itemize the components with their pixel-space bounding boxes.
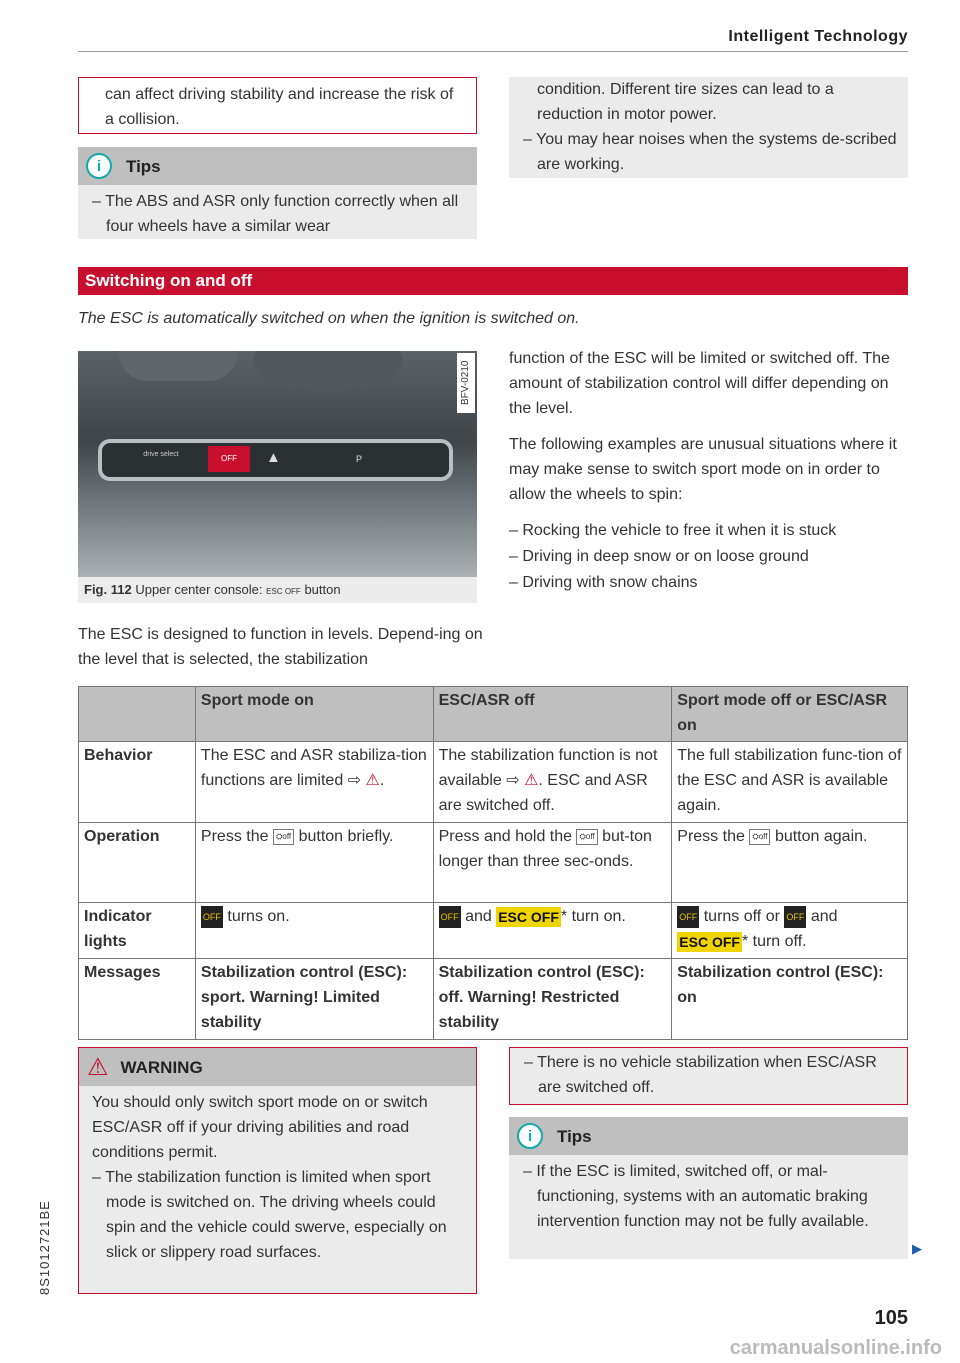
continue-arrow-icon: ▶ bbox=[912, 1241, 922, 1256]
cell bbox=[433, 903, 672, 959]
header-cell: ESC/ASR off bbox=[433, 687, 672, 742]
section-title: Switching on and off bbox=[78, 267, 908, 295]
tips-item: – The ABS and ASR only function correctly when all four wheels have a similar wear bbox=[92, 193, 459, 235]
cell bbox=[195, 742, 433, 823]
cell-text: Press the bbox=[200, 828, 269, 845]
cell-text: . bbox=[379, 772, 385, 789]
console-photo bbox=[78, 351, 477, 577]
body-text-left: The ESC is designed to function in levels. Depend-ing on the level that is selected, the stabilization bbox=[78, 626, 483, 668]
warning-triangle-icon: ⚠ bbox=[87, 1053, 109, 1081]
esc-levels-table bbox=[78, 686, 908, 1040]
figure-112 bbox=[78, 351, 477, 603]
esc-off-button-icon: ⛭off bbox=[749, 829, 770, 845]
warning-box bbox=[78, 1047, 477, 1294]
watermark: carmanualsonline.info bbox=[729, 1337, 942, 1359]
info-icon: i bbox=[517, 1123, 543, 1149]
cell bbox=[195, 823, 433, 903]
warning-continuation bbox=[78, 77, 477, 134]
section-intro: The ESC is automatically switched on when the ignition is switched on. bbox=[78, 310, 580, 327]
warning-item-text: There is no vehicle stabilization when ESC/ASR are switched off. bbox=[537, 1054, 877, 1096]
caption-number: Fig. 112 bbox=[84, 582, 132, 597]
list-item-text: Driving in deep snow or on loose ground bbox=[522, 548, 809, 565]
tips-item: – If the ESC is limited, switched off, or mal-functioning, systems with an automatic braking intervention function may not be fully available. bbox=[523, 1163, 869, 1230]
cell-text: button again. bbox=[774, 828, 868, 845]
row-label: Operation bbox=[84, 828, 160, 845]
body-text-right bbox=[509, 346, 909, 595]
cell-text: Press the bbox=[677, 828, 745, 845]
esc-off-icon: ESC OFF bbox=[266, 587, 301, 596]
message-text: Stabilization control (ESC): sport. Warning! Limited stability bbox=[200, 964, 408, 1031]
tips-continuation bbox=[509, 77, 908, 178]
esc-indicator-icon: OFF bbox=[201, 906, 223, 928]
table-row bbox=[79, 742, 908, 823]
paragraph: function of the ESC will be limited or switched off. The amount of stabilization control will differ depending on the level. bbox=[509, 350, 890, 417]
tips-item-text: You may hear noises when the systems de-scribed are working. bbox=[536, 131, 897, 173]
warning-text: can affect driving stability and increase the risk of a collision. bbox=[105, 86, 454, 128]
tips-item-text: The ABS and ASR only function correctly when all four wheels have a similar wear bbox=[105, 193, 459, 235]
vent-left bbox=[118, 351, 238, 381]
tips-box bbox=[509, 1117, 908, 1259]
park-assist-button: P bbox=[356, 454, 363, 464]
tips-title: Tips bbox=[126, 156, 161, 176]
cell-text: Press and hold the bbox=[438, 828, 573, 845]
cell-text: . ESC and ASR are switched off. bbox=[438, 772, 648, 814]
header-cell: Sport mode off or ESC/ASR on bbox=[672, 687, 908, 742]
cell-text: The ESC and ASR stabiliza-tion functions are limited ⇨ bbox=[200, 747, 427, 789]
caption-end: button bbox=[304, 582, 341, 597]
figure-caption bbox=[78, 577, 477, 605]
list-item: – Driving in deep snow or on loose ground bbox=[509, 548, 809, 565]
cell bbox=[672, 903, 908, 959]
cell-text: turns on. bbox=[227, 908, 290, 925]
tips-item: – You may hear noises when the systems de-scribed are working. bbox=[523, 131, 897, 173]
hazard-icon: ▲ bbox=[266, 449, 281, 466]
cell-text: and bbox=[465, 908, 492, 925]
header-cell: Sport mode on bbox=[195, 687, 433, 742]
header-cell bbox=[79, 687, 196, 742]
cell-text: * turn off. bbox=[741, 933, 807, 950]
cell-text: button briefly. bbox=[298, 828, 394, 845]
table-row bbox=[79, 823, 908, 903]
row-label: Messages bbox=[84, 964, 161, 981]
cell bbox=[672, 823, 908, 903]
table-header-row bbox=[79, 687, 908, 742]
warning-continuation-right: – There is no vehicle stabilization when ESC/ASR are switched off. bbox=[509, 1047, 908, 1105]
message-text: Stabilization control (ESC): on bbox=[677, 964, 884, 1006]
side-code: 8S1012721BE bbox=[37, 1200, 52, 1295]
warning-icon: ⚠ bbox=[524, 772, 539, 789]
drive-select-button: drive select bbox=[143, 451, 179, 458]
cell-text: but-ton longer than three sec-onds. bbox=[438, 828, 652, 870]
warning-paragraph: You should only switch sport mode on or switch ESC/ASR off if your driving abilities and road conditions permit. bbox=[92, 1094, 428, 1161]
list bbox=[509, 518, 909, 595]
esc-indicator-icon: OFF bbox=[784, 906, 806, 928]
figure-code: BFV-0210 bbox=[457, 353, 475, 413]
tips-item-text: If the ESC is limited, switched off, or mal-functioning, systems with an automatic braking intervention function may not be fully available. bbox=[536, 1163, 869, 1230]
cell-text: The stabilization function is not available ⇨ bbox=[438, 747, 658, 789]
cell-text: * turn on. bbox=[560, 908, 626, 925]
warning-item: – The stabilization function is limited when sport mode is switched on. The driving wheels could spin and the vehicle could swerve, especially on slick or slippery road surfaces. bbox=[92, 1169, 447, 1261]
paragraph: The following examples are unusual situations where it may make sense to switch sport mode on in order to allow the wheels to spin: bbox=[509, 436, 897, 503]
table-row bbox=[79, 959, 908, 1040]
warning-title: WARNING bbox=[120, 1057, 203, 1077]
row-label: Behavior bbox=[84, 747, 153, 764]
row-label: Indicator lights bbox=[84, 908, 152, 950]
caption-text: Upper center console: bbox=[135, 582, 263, 597]
warning-item-text: The stabilization function is limited when sport mode is switched on. The driving wheels could spin and the vehicle could swerve, especially on slick or slippery road surfaces. bbox=[105, 1169, 447, 1261]
esc-off-button-icon: ⛭off bbox=[576, 829, 597, 845]
steering-column bbox=[253, 351, 403, 391]
cell bbox=[433, 823, 672, 903]
esc-off-indicator: ESC OFF bbox=[498, 908, 559, 925]
cell bbox=[433, 742, 672, 823]
cell-text: and bbox=[810, 908, 838, 925]
esc-off-button-icon: ⛭off bbox=[273, 829, 294, 845]
running-header: Intelligent Technology bbox=[78, 24, 908, 52]
esc-indicator-icon: OFF bbox=[677, 906, 699, 928]
message-text: Stabilization control (ESC): off. Warning! Restricted stability bbox=[438, 964, 645, 1031]
warning-icon: ⚠ bbox=[365, 772, 380, 789]
warning-body bbox=[79, 1086, 476, 1265]
cell-text: turns off or bbox=[703, 908, 780, 925]
list-item-text: Rocking the vehicle to free it when it is stuck bbox=[522, 522, 837, 539]
info-icon: i bbox=[86, 153, 112, 179]
list-item: – Driving with snow chains bbox=[509, 574, 698, 591]
cell bbox=[195, 903, 433, 959]
page-number: 105 bbox=[874, 1307, 908, 1329]
esc-indicator-icon: OFF bbox=[439, 906, 461, 928]
esc-off-indicator: ESC OFF bbox=[679, 933, 740, 950]
cell: The full stabilization func-tion of the ESC and ASR is available again. bbox=[672, 742, 908, 823]
tips-box bbox=[78, 147, 477, 239]
list-item-text: Driving with snow chains bbox=[522, 574, 698, 591]
tips-title: Tips bbox=[557, 1126, 592, 1146]
tips-text: condition. Different tire sizes can lead to a reduction in motor power. bbox=[537, 81, 834, 123]
list-item: – Rocking the vehicle to free it when it is stuck bbox=[509, 522, 837, 539]
esc-off-button: OFF bbox=[208, 446, 250, 472]
table-row bbox=[79, 903, 908, 959]
